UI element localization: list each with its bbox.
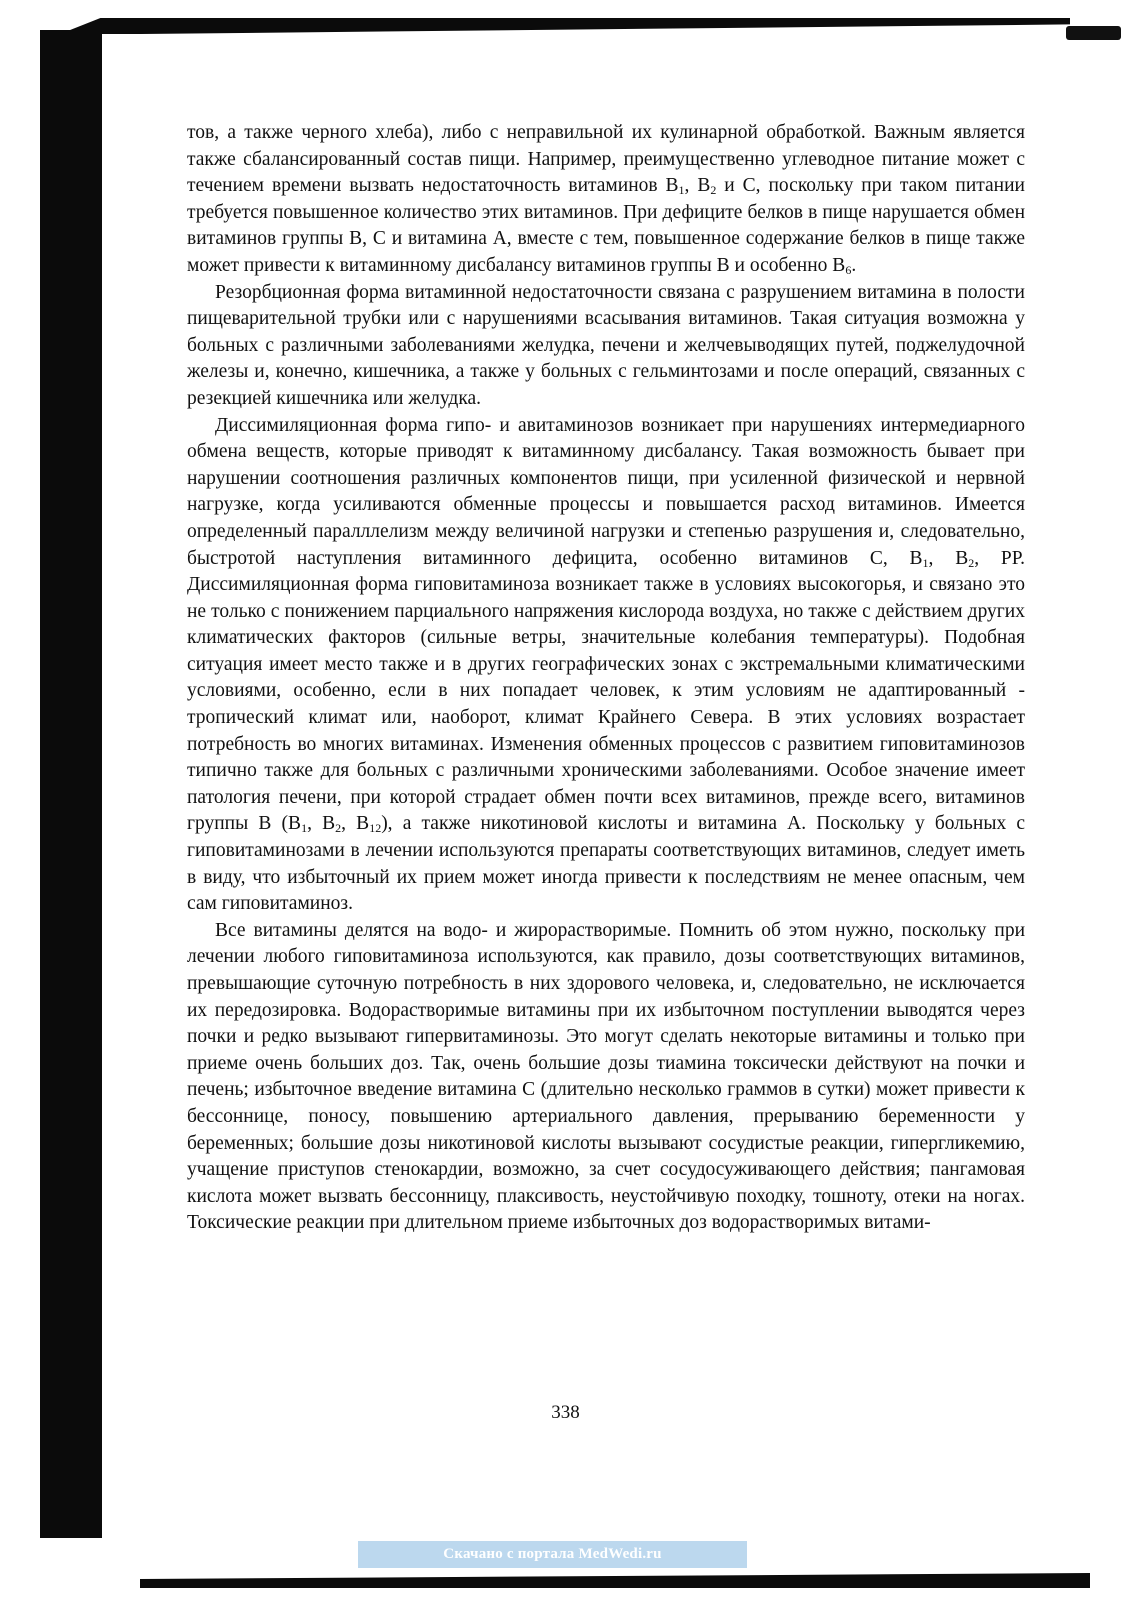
vitamin-subscript: 12 — [369, 821, 382, 836]
vitamin-subscript: 1 — [301, 821, 308, 836]
paragraph-2: Резорбционная форма витаминной недостаточности связана с разрушением витамина в полости пищеварительной трубки или с нарушениями всасывания витаминов. Такая ситуация возможна у больных с различными заболеваниями желудка, печени и желчевыводящих путей, поджелудочной железы и, конечно, кишечника, а также у больных с гельминтозами и после операций, связанных с резекцией кишечника или желудка. — [187, 281, 1025, 409]
scan-corner-mark — [1066, 26, 1121, 40]
scan-border-bottom — [140, 1573, 1090, 1588]
paragraph-1: тов, а также черного хлеба), либо с неправильной их кулинарной обработкой. Важным является также сбалансированный состав пищи. Например, преимущественно углеводное питание может с течением времени вызвать недостаточность витаминов $B_1$, $B_2$ и С, поскольку при таком питании требуется повышенное количество этих витаминов. При дефиците белков в пище нарушается обмен витаминов группы В, С и витамина А, вместе с тем, повышенное содержание белков в пище также может привести к витаминному дисбалансу витаминов группы В и особенно $B_6$. — [187, 122, 1025, 277]
page-number: 338 — [551, 1402, 580, 1423]
vitamin-subscript: 2 — [710, 183, 717, 198]
vitamin-subscript: 6 — [845, 262, 852, 277]
watermark-banner[interactable]: Скачано с портала MedWedi.ru — [358, 1541, 747, 1568]
scan-border-left — [40, 30, 102, 1538]
vitamin-subscript: 2 — [335, 821, 342, 836]
vitamin-subscript: 1 — [678, 183, 685, 198]
vitamin-subscript: 2 — [968, 555, 975, 570]
vitamin-subscript: 1 — [922, 555, 929, 570]
page-body — [187, 120, 1025, 1237]
paragraph-4: Все витамины делятся на водо- и жирорастворимые. Помнить об этом нужно, поскольку при лечении любого гиповитаминоза используются, как правило, дозы соответствующих витаминов, превышающие суточную потребность в них здорового человека, и, следовательно, не исключается их передозировка. Водорастворимые витамины при их избыточном поступлении выводятся через почки и редко вызывают гипервитаминозы. Это могут сделать некоторые витамины и только при приеме очень больших доз. Так, очень большие дозы тиамина токсически действуют на почки и печень; избыточное введение витамина С (длительно несколько граммов в сутки) может привести к бессоннице, поносу, повышению артериального давления, прерыванию беременности у беременных; большие дозы никотиновой кислоты вызывают сосудистые реакции, гипергликемию, учащение приступов стенокардии, возможно, за счет сосудосуживающего действия; пангамовая кислота может вызвать бессонницу, плаксивость, неустойчивую походку, тошноту, отеки на ногах. Токсические реакции при длительном приеме избыточных доз водорастворимых витами- — [187, 919, 1025, 1234]
paragraph-3: Диссимиляционная форма гипо- и авитаминозов возникает при нарушениях интермедиарного обмена веществ, которые приводят к витаминному дисбалансу. Такая возможность бывает при нарушении соотношения различных компонентов пищи, при усиленной физической и нервной нагрузке, когда усиливаются обменные процессы и повышается расход витаминов. Имеется определенный паралллелизм между величиной нагрузки и степенью разрушения и, следовательно, быстротой наступления витаминного дефицита, особенно витаминов С, $B_1$, $B_2$, РР. Диссимиляционная форма гиповитаминоза возникает также в условиях высокогорья, и связано это не только с понижением парциального напряжения кислорода воздуха, но также с действием других климатических факторов (сильные ветры, значительные колебания температуры). Подобная ситуация имеет место также и в других географических зонах с экстремальными климатическими условиями, особенно, если в них попадает человек, к этим условиям не адаптированный - тропический климат или, наоборот, климат Крайнего Севера. В этих условиях возрастает потребность во многих витаминах. Изменения обменных процессов с развитием гиповитаминозов типично также для больных с различными хроническими заболеваниями. Особое значение имеет патология печени, при которой страдает обмен почти всех витаминов, прежде всего, витаминов группы В ($B_1$, $B_2$, $B_{12}$), а также никотиновой кислоты и витамина А. Поскольку у больных с гиповитаминозами в лечении используются препараты соответствующих витаминов, следует иметь в виду, что избыточный их прием может иногда привести к последствиям не менее опасным, чем сам гиповитаминоз. — [187, 414, 1026, 915]
scan-border-top — [60, 18, 1070, 34]
